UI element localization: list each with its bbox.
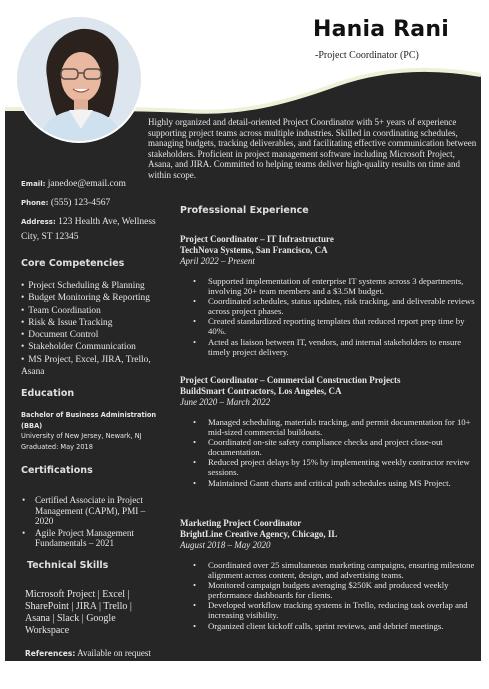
- list-item: • Managed scheduling, materials tracking, and permit documentation for 10+ mid-sized commercial buildouts.: [180, 417, 475, 437]
- references: [25, 648, 151, 658]
- candidate-name: Hania Rani: [313, 17, 449, 42]
- job-bullets: [180, 417, 475, 488]
- list-item: • Created standardized reporting templates that reduced report prep time by 40%.: [180, 316, 475, 336]
- list-item: • Supported implementation of enterprise IT systems across 3 departments, involving 20+ team members and a $3.5M budget.: [180, 276, 475, 296]
- list-item: • Document Control: [21, 329, 161, 341]
- list-item: • Coordinated over 25 simultaneous marketing campaigns, ensuring milestone alignment across content, design, and advertising teams.: [180, 560, 475, 580]
- profile-summary: Highly organized and detail-oriented Project Coordinator with 5+ years of experience supporting project teams across multiple industries. Skilled in coordinating schedules, managing budgets, tracking deliverables, and facilitating effective communication between stakeholders. Proficient in project management software including Microsoft Project, Asana, and JIRA. Committed to helping teams deliver high-quality results on time and within scope.: [148, 117, 477, 180]
- list-item: • Organized client kickoff calls, sprint reviews, and debrief meetings.: [180, 621, 475, 631]
- competencies-list: [21, 280, 161, 378]
- certifications-heading: Certifications: [21, 465, 93, 476]
- job-title: Project Coordinator – Commercial Construction Projects: [180, 375, 401, 385]
- email-label: Email:: [21, 180, 46, 188]
- list-item: • Agile Project Management Fundamentals – 2021: [35, 528, 160, 549]
- graduation-date: Graduated: May 2018: [21, 442, 93, 451]
- certifications-list: [35, 495, 160, 550]
- list-item: • Project Scheduling & Planning: [21, 280, 161, 292]
- references-label: References:: [25, 649, 76, 658]
- list-item: • Reduced project delays by 15% by implementing weekly contractor review sessions.: [180, 457, 475, 477]
- contact-phone: [21, 196, 156, 211]
- email-value[interactable]: janedoe@email.com: [47, 179, 126, 189]
- degree: Bachelor of Business Administration (BBA): [21, 411, 157, 430]
- experience-heading: Professional Experience: [180, 205, 309, 216]
- job-bullets: [180, 560, 475, 631]
- job-company: BrightLine Creative Agency, Chicago, IL: [180, 529, 338, 539]
- references-text: Available on request: [77, 648, 151, 658]
- job-entry: [180, 234, 475, 357]
- job-title: Marketing Project Coordinator: [180, 518, 302, 528]
- list-item: • Risk & Issue Tracking: [21, 317, 161, 329]
- job-dates: August 2018 – May 2020: [180, 540, 271, 550]
- contact-email: [21, 177, 156, 192]
- list-item: • Certified Associate in Project Management (CAPM), PMI – 2020: [35, 495, 160, 527]
- job-company: TechNova Systems, San Francisco, CA: [180, 245, 328, 255]
- phone-label: Phone:: [21, 199, 49, 207]
- skills-heading: Technical Skills: [27, 560, 109, 571]
- list-item: • Acted as liaison between IT, vendors, and internal stakeholders to ensure timely project delivery.: [180, 337, 475, 357]
- person-portrait-icon: [17, 17, 141, 141]
- list-item: • Budget Monitoring & Reporting: [21, 292, 161, 304]
- profile-photo: [15, 15, 143, 143]
- job-entry: [180, 375, 475, 488]
- list-item: • Coordinated schedules, status updates, risk tracking, and deliverable reviews across project phases.: [180, 296, 475, 316]
- job-dates: April 2022 – Present: [180, 256, 255, 266]
- resume-page: [5, 5, 481, 661]
- phone-value: (555) 123-4567: [50, 198, 111, 208]
- list-item: • Team Coordination: [21, 305, 161, 317]
- competencies-heading: Core Competencies: [21, 258, 125, 269]
- school: University of New Jersey, Newark, NJ: [21, 432, 142, 440]
- candidate-title: -Project Coordinator (PC): [315, 50, 419, 61]
- list-item: • Developed workflow tracking systems in Trello, reducing task overlap and increasing visibility.: [180, 600, 475, 620]
- job-entry: [180, 518, 475, 631]
- skills-text: Microsoft Project | Excel | SharePoint | JIRA | Trello | Asana | Slack | Google Workspace: [25, 589, 132, 636]
- list-item: • Monitored campaign budgets averaging $250K and produced weekly performance dashboards for clients.: [180, 580, 475, 600]
- address-label: Address:: [21, 218, 56, 226]
- education-heading: Education: [21, 388, 75, 399]
- list-item: • Coordinated on-site safety compliance checks and project close-out documentation.: [180, 437, 475, 457]
- page-margin: [0, 661, 489, 689]
- job-bullets: [180, 276, 475, 357]
- job-title: Project Coordinator – IT Infrastructure: [180, 234, 334, 244]
- job-company: BuildSmart Contractors, Los Angeles, CA: [180, 386, 342, 396]
- education-entry: [21, 410, 161, 452]
- list-item: • Maintained Gantt charts and critical path schedules using MS Project.: [180, 478, 475, 488]
- contact-address: [21, 215, 156, 245]
- list-item: • Stakeholder Communication: [21, 341, 161, 353]
- list-item: • MS Project, Excel, JIRA, Trello, Asana: [21, 354, 161, 379]
- address-value: 123 Health Ave, Wellness City, ST 12345: [21, 217, 156, 242]
- job-dates: June 2020 – March 2022: [180, 397, 271, 407]
